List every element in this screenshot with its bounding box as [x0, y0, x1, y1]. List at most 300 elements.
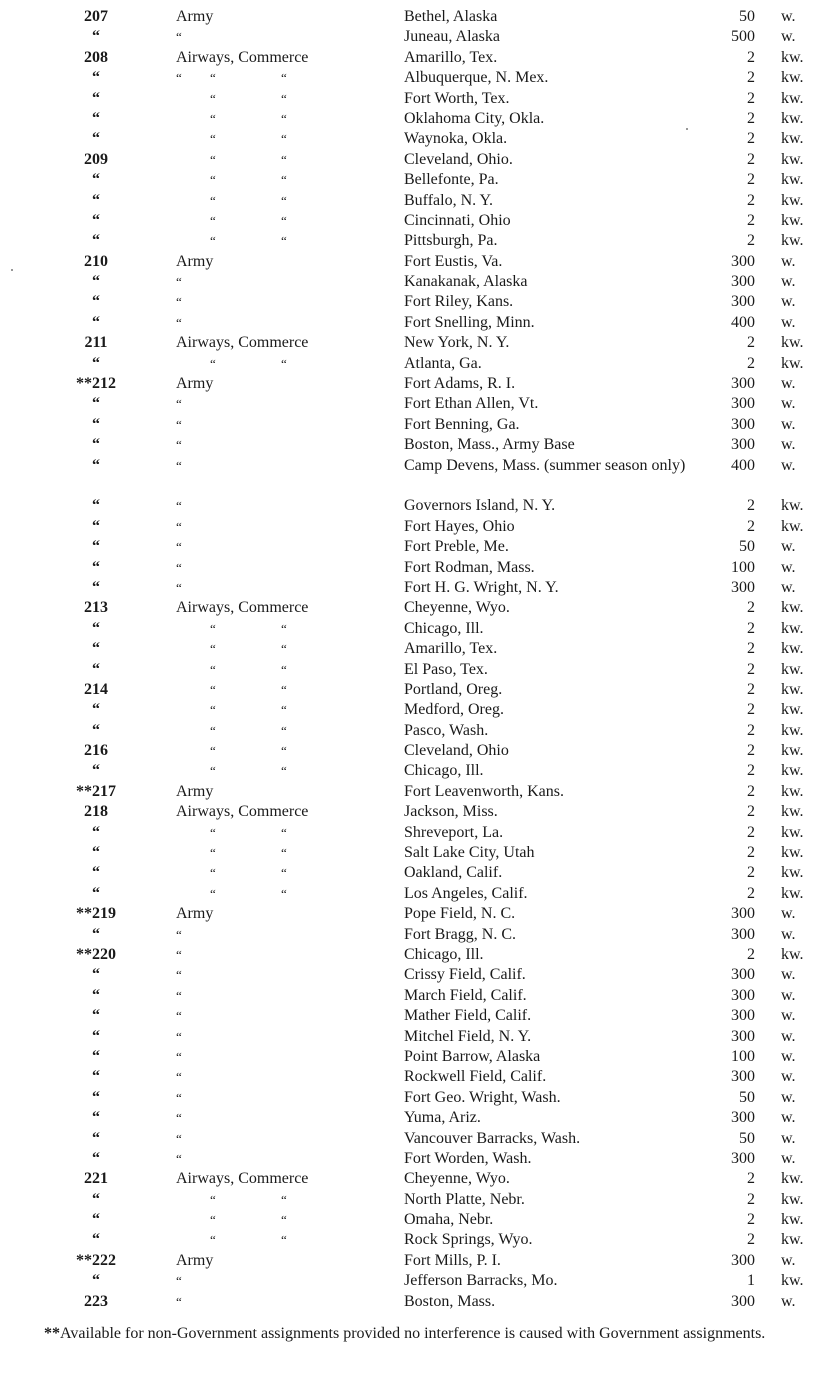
- location-cell: Chicago, Ill.: [404, 619, 484, 637]
- power-cell: 300: [731, 436, 755, 454]
- table-row: [0, 680, 827, 700]
- frequency-cell: 216: [84, 742, 108, 760]
- location-cell: Yuma, Ariz.: [404, 1109, 481, 1127]
- location-cell: North Platte, Nebr.: [404, 1190, 525, 1208]
- location-cell: Camp Devens, Mass. (summer season only): [404, 456, 686, 474]
- power-cell: 100: [731, 558, 755, 576]
- location-cell: Portland, Oreg.: [404, 680, 503, 698]
- location-cell: Cheyenne, Wyo.: [404, 599, 510, 617]
- power-cell: 2: [747, 680, 755, 698]
- department-ditto-mark: “: [281, 172, 287, 188]
- table-row: [0, 150, 827, 170]
- unit-cell: kw.: [781, 844, 804, 862]
- table-row: [0, 517, 827, 537]
- table-row: [0, 1210, 827, 1230]
- unit-cell: kw.: [781, 109, 804, 127]
- table-row: [0, 965, 827, 985]
- unit-cell: kw.: [781, 150, 804, 168]
- frequency-cell: “: [92, 1272, 100, 1290]
- department-cell: “: [176, 926, 182, 942]
- frequency-cell: “: [92, 395, 100, 413]
- department-cell: “: [176, 1048, 182, 1064]
- power-cell: 300: [731, 273, 755, 291]
- department-ditto-mark: “: [210, 151, 216, 167]
- department-ditto-mark: “: [210, 172, 216, 188]
- frequency-cell: “: [92, 415, 100, 433]
- frequency-cell: “: [92, 578, 100, 596]
- location-cell: Atlanta, Ga.: [404, 354, 482, 372]
- unit-cell: kw.: [781, 130, 804, 148]
- table-row: [0, 496, 827, 516]
- frequency-cell: “: [92, 1068, 100, 1086]
- unit-cell: kw.: [781, 782, 804, 800]
- department-cell: “: [176, 518, 182, 534]
- department-cell: “: [176, 559, 182, 575]
- department-ditto-mark: “: [281, 131, 287, 147]
- location-cell: Salt Lake City, Utah: [404, 844, 535, 862]
- table-row: [0, 1047, 827, 1067]
- power-cell: 50: [739, 8, 755, 25]
- frequency-cell: 208: [84, 48, 108, 66]
- frequency-cell: “: [92, 1129, 100, 1147]
- location-cell: Mitchel Field, N. Y.: [404, 1027, 532, 1045]
- table-row: [0, 191, 827, 211]
- department-ditto-mark: “: [281, 661, 287, 677]
- frequency-cell: “: [92, 1231, 100, 1249]
- table-row: [0, 170, 827, 190]
- frequency-cell: **222: [76, 1251, 116, 1269]
- power-cell: 2: [747, 599, 755, 617]
- department-ditto-mark: “: [210, 355, 216, 371]
- location-cell: Oakland, Calif.: [404, 864, 503, 882]
- power-cell: 2: [747, 1190, 755, 1208]
- table-row: [0, 129, 827, 149]
- table-row: [0, 761, 827, 781]
- power-cell: 2: [747, 742, 755, 760]
- table-row: [0, 741, 827, 761]
- power-cell: 300: [731, 1292, 755, 1310]
- department-ditto-mark: “: [210, 212, 216, 228]
- power-cell: 2: [747, 89, 755, 107]
- frequency-cell: “: [92, 762, 100, 780]
- department-cell: Airways, Commerce: [176, 334, 309, 352]
- location-cell: Jackson, Miss.: [404, 803, 498, 821]
- location-cell: Omaha, Nebr.: [404, 1211, 494, 1229]
- unit-cell: w.: [781, 293, 796, 311]
- location-cell: Waynoka, Okla.: [404, 130, 508, 148]
- power-cell: 400: [731, 456, 755, 474]
- location-cell: March Field, Calif.: [404, 986, 527, 1004]
- unit-cell: kw.: [781, 701, 804, 719]
- location-cell: Shreveport, La.: [404, 823, 504, 841]
- power-cell: 300: [731, 966, 755, 984]
- unit-cell: kw.: [781, 171, 804, 189]
- power-cell: 2: [747, 782, 755, 800]
- frequency-cell: 211: [84, 334, 108, 352]
- table-row: [0, 945, 827, 965]
- department-cell: “: [176, 1150, 182, 1166]
- location-cell: Jefferson Barracks, Mo.: [404, 1272, 558, 1290]
- power-cell: 50: [739, 538, 755, 556]
- unit-cell: w.: [781, 966, 796, 984]
- department-ditto-mark: “: [210, 824, 216, 840]
- department-ditto-mark: “: [210, 743, 216, 759]
- unit-cell: w.: [781, 1251, 796, 1269]
- table-row: [0, 272, 827, 292]
- department-ditto-mark: “: [210, 70, 216, 86]
- table-row: [0, 639, 827, 659]
- unit-cell: w.: [781, 395, 796, 413]
- unit-cell: kw.: [781, 945, 804, 963]
- power-cell: 2: [747, 150, 755, 168]
- frequency-cell: “: [92, 884, 100, 902]
- power-cell: 2: [747, 721, 755, 739]
- unit-cell: kw.: [781, 823, 804, 841]
- unit-cell: w.: [781, 375, 796, 393]
- unit-cell: w.: [781, 905, 796, 923]
- power-cell: 2: [747, 1231, 755, 1249]
- unit-cell: kw.: [781, 48, 804, 66]
- location-cell: Amarillo, Tex.: [404, 48, 498, 66]
- table-row: [0, 1292, 827, 1312]
- location-cell: Chicago, Ill.: [404, 945, 484, 963]
- unit-cell: kw.: [781, 69, 804, 87]
- department-cell: Army: [176, 252, 214, 270]
- department-ditto-mark: “: [210, 90, 216, 106]
- power-cell: 50: [739, 1088, 755, 1106]
- location-cell: Fort Worth, Tex.: [404, 89, 510, 107]
- location-cell: Fort H. G. Wright, N. Y.: [404, 578, 559, 596]
- department-ditto-mark: “: [281, 681, 287, 697]
- department-ditto-mark: “: [281, 743, 287, 759]
- table-row: [0, 354, 827, 374]
- unit-cell: w.: [781, 1027, 796, 1045]
- department-cell: “: [176, 1293, 182, 1309]
- frequency-cell: “: [92, 966, 100, 984]
- unit-cell: w.: [781, 313, 796, 331]
- department-ditto-mark: “: [210, 233, 216, 249]
- table-row: [0, 660, 827, 680]
- power-cell: 100: [731, 1047, 755, 1065]
- frequency-cell: “: [92, 844, 100, 862]
- frequency-cell: “: [92, 211, 100, 229]
- department-ditto-mark: “: [210, 131, 216, 147]
- table-row: [0, 1169, 827, 1189]
- department-ditto-mark: “: [210, 681, 216, 697]
- unit-cell: kw.: [781, 334, 804, 352]
- table-row: [0, 252, 827, 272]
- unit-cell: kw.: [781, 762, 804, 780]
- unit-cell: kw.: [781, 211, 804, 229]
- frequency-cell: “: [92, 232, 100, 250]
- department-ditto-mark: “: [281, 1212, 287, 1228]
- table-row: [0, 619, 827, 639]
- department-ditto-mark: “: [281, 212, 287, 228]
- unit-cell: kw.: [781, 354, 804, 372]
- location-cell: Fort Adams, R. I.: [404, 375, 516, 393]
- unit-cell: kw.: [781, 640, 804, 658]
- location-cell: Chicago, Ill.: [404, 762, 484, 780]
- power-cell: 2: [747, 701, 755, 719]
- table-row: [0, 1129, 827, 1149]
- frequency-cell: “: [92, 191, 100, 209]
- power-cell: 2: [747, 619, 755, 637]
- table-row: [0, 7, 827, 27]
- table-row: [0, 1230, 827, 1250]
- department-cell: “: [176, 437, 182, 453]
- table-row: [0, 1108, 827, 1128]
- unit-cell: kw.: [781, 191, 804, 209]
- department-ditto-mark: “: [281, 233, 287, 249]
- power-cell: 300: [731, 1027, 755, 1045]
- table-row: [0, 863, 827, 883]
- power-cell: 2: [747, 191, 755, 209]
- frequency-cell: “: [92, 130, 100, 148]
- frequency-cell: “: [92, 293, 100, 311]
- table-row: [0, 537, 827, 557]
- unit-cell: w.: [781, 1292, 796, 1310]
- power-cell: 2: [747, 517, 755, 535]
- frequency-cell: “: [92, 69, 100, 87]
- department-cell: “: [176, 579, 182, 595]
- department-cell: Army: [176, 1251, 214, 1269]
- unit-cell: w.: [781, 436, 796, 454]
- power-cell: 2: [747, 109, 755, 127]
- unit-cell: kw.: [781, 680, 804, 698]
- department-ditto-mark: “: [210, 722, 216, 738]
- frequency-cell: “: [92, 497, 100, 515]
- unit-cell: w.: [781, 1047, 796, 1065]
- power-cell: 300: [731, 1007, 755, 1025]
- location-cell: Bethel, Alaska: [404, 8, 498, 25]
- table-row: [0, 435, 827, 455]
- location-cell: Fort Eustis, Va.: [404, 252, 503, 270]
- frequency-cell: **217: [76, 782, 116, 800]
- frequency-cell: “: [92, 721, 100, 739]
- frequency-cell: 210: [84, 252, 108, 270]
- power-cell: 500: [731, 28, 755, 46]
- unit-cell: w.: [781, 1109, 796, 1127]
- table-row: [0, 1251, 827, 1271]
- location-cell: Bellefonte, Pa.: [404, 171, 499, 189]
- power-cell: 2: [747, 945, 755, 963]
- frequency-assignment-table: [0, 7, 827, 1312]
- department-ditto-mark: “: [281, 1191, 287, 1207]
- department-ditto-mark: “: [281, 110, 287, 126]
- location-cell: Vancouver Barracks, Wash.: [404, 1129, 581, 1147]
- frequency-cell: “: [92, 640, 100, 658]
- department-ditto-mark: “: [210, 885, 216, 901]
- unit-cell: kw.: [781, 803, 804, 821]
- location-cell: Cleveland, Ohio.: [404, 150, 513, 168]
- power-cell: 300: [731, 905, 755, 923]
- power-cell: 2: [747, 69, 755, 87]
- department-cell: “: [176, 294, 182, 310]
- frequency-cell: 223: [84, 1292, 108, 1310]
- unit-cell: w.: [781, 1068, 796, 1086]
- table-row: [0, 823, 827, 843]
- unit-cell: w.: [781, 578, 796, 596]
- power-cell: 300: [731, 1109, 755, 1127]
- power-cell: 300: [731, 578, 755, 596]
- department-cell: Army: [176, 905, 214, 923]
- frequency-cell: “: [92, 436, 100, 454]
- power-cell: 300: [731, 1149, 755, 1167]
- frequency-cell: “: [92, 517, 100, 535]
- table-row: [0, 1027, 827, 1047]
- location-cell: Rockwell Field, Calif.: [404, 1068, 547, 1086]
- frequency-cell: “: [92, 986, 100, 1004]
- frequency-cell: “: [92, 1109, 100, 1127]
- location-cell: Cheyenne, Wyo.: [404, 1170, 510, 1188]
- frequency-cell: **220: [76, 945, 116, 963]
- power-cell: 2: [747, 211, 755, 229]
- department-ditto-mark: “: [210, 1232, 216, 1248]
- department-ditto-mark: “: [281, 722, 287, 738]
- department-ditto-mark: “: [281, 641, 287, 657]
- department-cell: “: [176, 539, 182, 555]
- location-cell: Fort Bragg, N. C.: [404, 925, 516, 943]
- location-cell: Crissy Field, Calif.: [404, 966, 526, 984]
- location-cell: Fort Geo. Wright, Wash.: [404, 1088, 561, 1106]
- frequency-cell: “: [92, 1088, 100, 1106]
- table-row: [0, 415, 827, 435]
- frequency-cell: “: [92, 660, 100, 678]
- table-row: [0, 1006, 827, 1026]
- department-ditto-mark: “: [281, 702, 287, 718]
- power-cell: 2: [747, 864, 755, 882]
- department-ditto-mark: “: [210, 110, 216, 126]
- department-ditto-mark: “: [210, 1212, 216, 1228]
- table-row: [0, 1149, 827, 1169]
- department-cell: “: [176, 274, 182, 290]
- frequency-cell: “: [92, 313, 100, 331]
- department-ditto-mark: “: [210, 702, 216, 718]
- table-row: [0, 292, 827, 312]
- power-cell: 2: [747, 640, 755, 658]
- unit-cell: w.: [781, 1149, 796, 1167]
- location-cell: Pasco, Wash.: [404, 721, 489, 739]
- location-cell: Fort Ethan Allen, Vt.: [404, 395, 539, 413]
- unit-cell: w.: [781, 1088, 796, 1106]
- department-ditto-mark: “: [210, 865, 216, 881]
- table-row: [0, 802, 827, 822]
- frequency-cell: 213: [84, 599, 108, 617]
- power-cell: 2: [747, 1211, 755, 1229]
- power-cell: 2: [747, 334, 755, 352]
- power-cell: 300: [731, 375, 755, 393]
- unit-cell: kw.: [781, 89, 804, 107]
- table-row: [0, 27, 827, 47]
- frequency-cell: “: [92, 28, 100, 46]
- table-row: [0, 558, 827, 578]
- power-cell: 300: [731, 415, 755, 433]
- department-cell: “: [176, 967, 182, 983]
- department-ditto-mark: “: [281, 845, 287, 861]
- department-cell: Army: [176, 375, 214, 393]
- frequency-cell: “: [92, 354, 100, 372]
- department-cell: Airways, Commerce: [176, 1170, 309, 1188]
- location-cell: Boston, Mass., Army Base: [404, 436, 575, 454]
- unit-cell: kw.: [781, 660, 804, 678]
- frequency-cell: “: [92, 1027, 100, 1045]
- department-ditto-mark: “: [210, 845, 216, 861]
- table-row: [0, 374, 827, 394]
- department-cell: Army: [176, 8, 214, 25]
- power-cell: 2: [747, 48, 755, 66]
- frequency-cell: “: [92, 619, 100, 637]
- table-row: [0, 394, 827, 414]
- department-ditto-mark: “: [281, 192, 287, 208]
- location-cell: Fort Preble, Me.: [404, 538, 509, 556]
- unit-cell: kw.: [781, 232, 804, 250]
- power-cell: 2: [747, 171, 755, 189]
- frequency-cell: “: [92, 823, 100, 841]
- table-row: [0, 1067, 827, 1087]
- location-cell: Buffalo, N. Y.: [404, 191, 494, 209]
- table-row: [0, 1190, 827, 1210]
- department-cell: “: [176, 1110, 182, 1126]
- table-row: [0, 333, 827, 353]
- department-ditto-mark: “: [281, 824, 287, 840]
- table-row: [0, 904, 827, 924]
- frequency-cell: “: [92, 273, 100, 291]
- department-ditto-mark: “: [281, 885, 287, 901]
- unit-cell: kw.: [781, 884, 804, 902]
- unit-cell: w.: [781, 538, 796, 556]
- unit-cell: kw.: [781, 599, 804, 617]
- power-cell: 2: [747, 660, 755, 678]
- department-cell: “: [176, 1028, 182, 1044]
- location-cell: Fort Snelling, Minn.: [404, 313, 535, 331]
- frequency-cell: “: [92, 538, 100, 556]
- power-cell: 300: [731, 395, 755, 413]
- location-cell: Fort Benning, Ga.: [404, 415, 520, 433]
- paper-speck: [686, 128, 688, 130]
- table-row: [0, 925, 827, 945]
- location-cell: Medford, Oreg.: [404, 701, 504, 719]
- table-row: [0, 700, 827, 720]
- table-row: [0, 313, 827, 333]
- frequency-cell: “: [92, 89, 100, 107]
- table-row: [0, 231, 827, 251]
- table-row: [0, 986, 827, 1006]
- frequency-cell: 214: [84, 680, 108, 698]
- location-cell: Pittsburgh, Pa.: [404, 232, 498, 250]
- frequency-cell: “: [92, 1047, 100, 1065]
- department-ditto-mark: “: [281, 1232, 287, 1248]
- power-cell: 300: [731, 1251, 755, 1269]
- power-cell: 300: [731, 925, 755, 943]
- department-ditto-mark: “: [210, 192, 216, 208]
- power-cell: 2: [747, 130, 755, 148]
- table-row: [0, 598, 827, 618]
- power-cell: 2: [747, 823, 755, 841]
- department-ditto-mark: “: [281, 355, 287, 371]
- unit-cell: w.: [781, 415, 796, 433]
- department-ditto-mark: “: [210, 641, 216, 657]
- department-ditto-mark: “: [281, 90, 287, 106]
- department-ditto-mark: “: [281, 151, 287, 167]
- location-cell: Los Angeles, Calif.: [404, 884, 528, 902]
- location-cell: Albuquerque, N. Mex.: [404, 69, 549, 87]
- frequency-cell: “: [92, 1149, 100, 1167]
- frequency-cell: 209: [84, 150, 108, 168]
- location-cell: Cincinnati, Ohio: [404, 211, 511, 229]
- table-row: [0, 782, 827, 802]
- unit-cell: kw.: [781, 1272, 804, 1290]
- table-row: [0, 68, 827, 88]
